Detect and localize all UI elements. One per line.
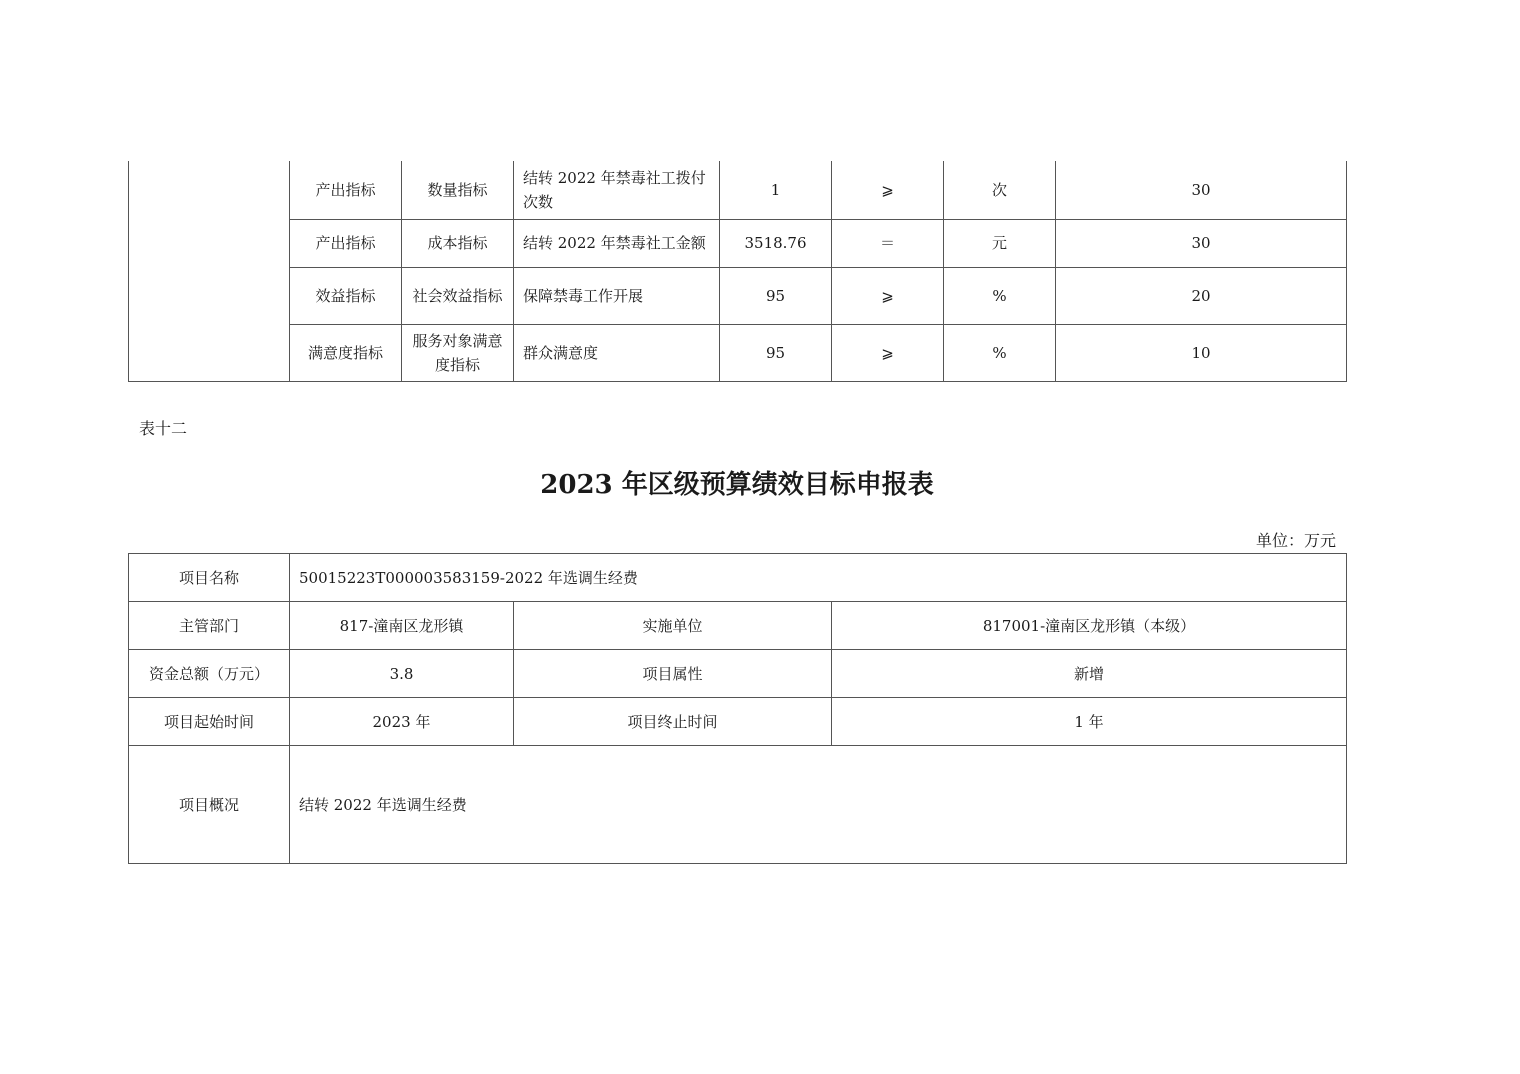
level1-indicator: 效益指标 [290, 267, 402, 324]
fund-total-label: 资金总额（万元） [129, 650, 290, 698]
indicator-value: 95 [720, 324, 832, 381]
indicator-name: 保障禁毒工作开展 [514, 267, 720, 324]
table-row [129, 219, 1347, 267]
project-attr-value: 新增 [832, 650, 1347, 698]
impl-unit-value: 817001-潼南区龙形镇（本级） [832, 602, 1347, 650]
project-name-label: 项目名称 [129, 554, 290, 602]
table-row [129, 267, 1347, 324]
table-row [129, 554, 1347, 602]
overview-value: 结转 2022 年选调生经费 [290, 746, 1347, 864]
project-attr-label: 项目属性 [514, 650, 832, 698]
overview-label: 项目概况 [129, 746, 290, 864]
table-row [129, 161, 1347, 219]
fund-total-value: 3.8 [290, 650, 514, 698]
level2-indicator: 服务对象满意度指标 [402, 324, 514, 381]
dept-value: 817-潼南区龙形镇 [290, 602, 514, 650]
end-time-label: 项目终止时间 [514, 698, 832, 746]
table-number-label: 表十二 [139, 419, 188, 438]
table-row [129, 746, 1347, 864]
table-row [129, 650, 1347, 698]
indicator-name: 群众满意度 [514, 324, 720, 381]
indicator-operator: ＝ [832, 219, 944, 267]
indicator-weight: 20 [1056, 267, 1347, 324]
start-time-value: 2023 年 [290, 698, 514, 746]
level2-indicator: 数量指标 [402, 161, 514, 219]
indicator-operator: ⩾ [832, 267, 944, 324]
project-info-table [128, 553, 1347, 864]
end-time-value: 1 年 [832, 698, 1347, 746]
performance-indicators-table [128, 161, 1347, 382]
page-title: 2023 年区级预算绩效目标申报表 [540, 470, 934, 500]
level2-indicator: 社会效益指标 [402, 267, 514, 324]
indicator-unit: 元 [944, 219, 1056, 267]
indicator-weight: 30 [1056, 161, 1347, 219]
indicator-value: 95 [720, 267, 832, 324]
table-row [129, 324, 1347, 381]
start-time-label: 项目起始时间 [129, 698, 290, 746]
indicator-weight: 10 [1056, 324, 1347, 381]
dept-label: 主管部门 [129, 602, 290, 650]
indicator-operator: ⩾ [832, 324, 944, 381]
indicator-unit: % [944, 267, 1056, 324]
indicator-value: 1 [720, 161, 832, 219]
table-row [129, 698, 1347, 746]
impl-unit-label: 实施单位 [514, 602, 832, 650]
level1-indicator: 产出指标 [290, 219, 402, 267]
indicator-weight: 30 [1056, 219, 1347, 267]
indicator-unit: 次 [944, 161, 1056, 219]
unit-note: 单位：万元 [1255, 531, 1336, 550]
project-name-value: 50015223T000003583159-2022 年选调生经费 [290, 554, 1347, 602]
level2-indicator: 成本指标 [402, 219, 514, 267]
indicator-operator: ⩾ [832, 161, 944, 219]
merged-blank-cell [129, 161, 290, 381]
indicator-name: 结转 2022 年禁毒社工金额 [514, 219, 720, 267]
indicator-value: 3518.76 [720, 219, 832, 267]
indicator-unit: % [944, 324, 1056, 381]
table-row [129, 602, 1347, 650]
level1-indicator: 满意度指标 [290, 324, 402, 381]
indicator-name: 结转 2022 年禁毒社工拨付次数 [514, 161, 720, 219]
level1-indicator: 产出指标 [290, 161, 402, 219]
